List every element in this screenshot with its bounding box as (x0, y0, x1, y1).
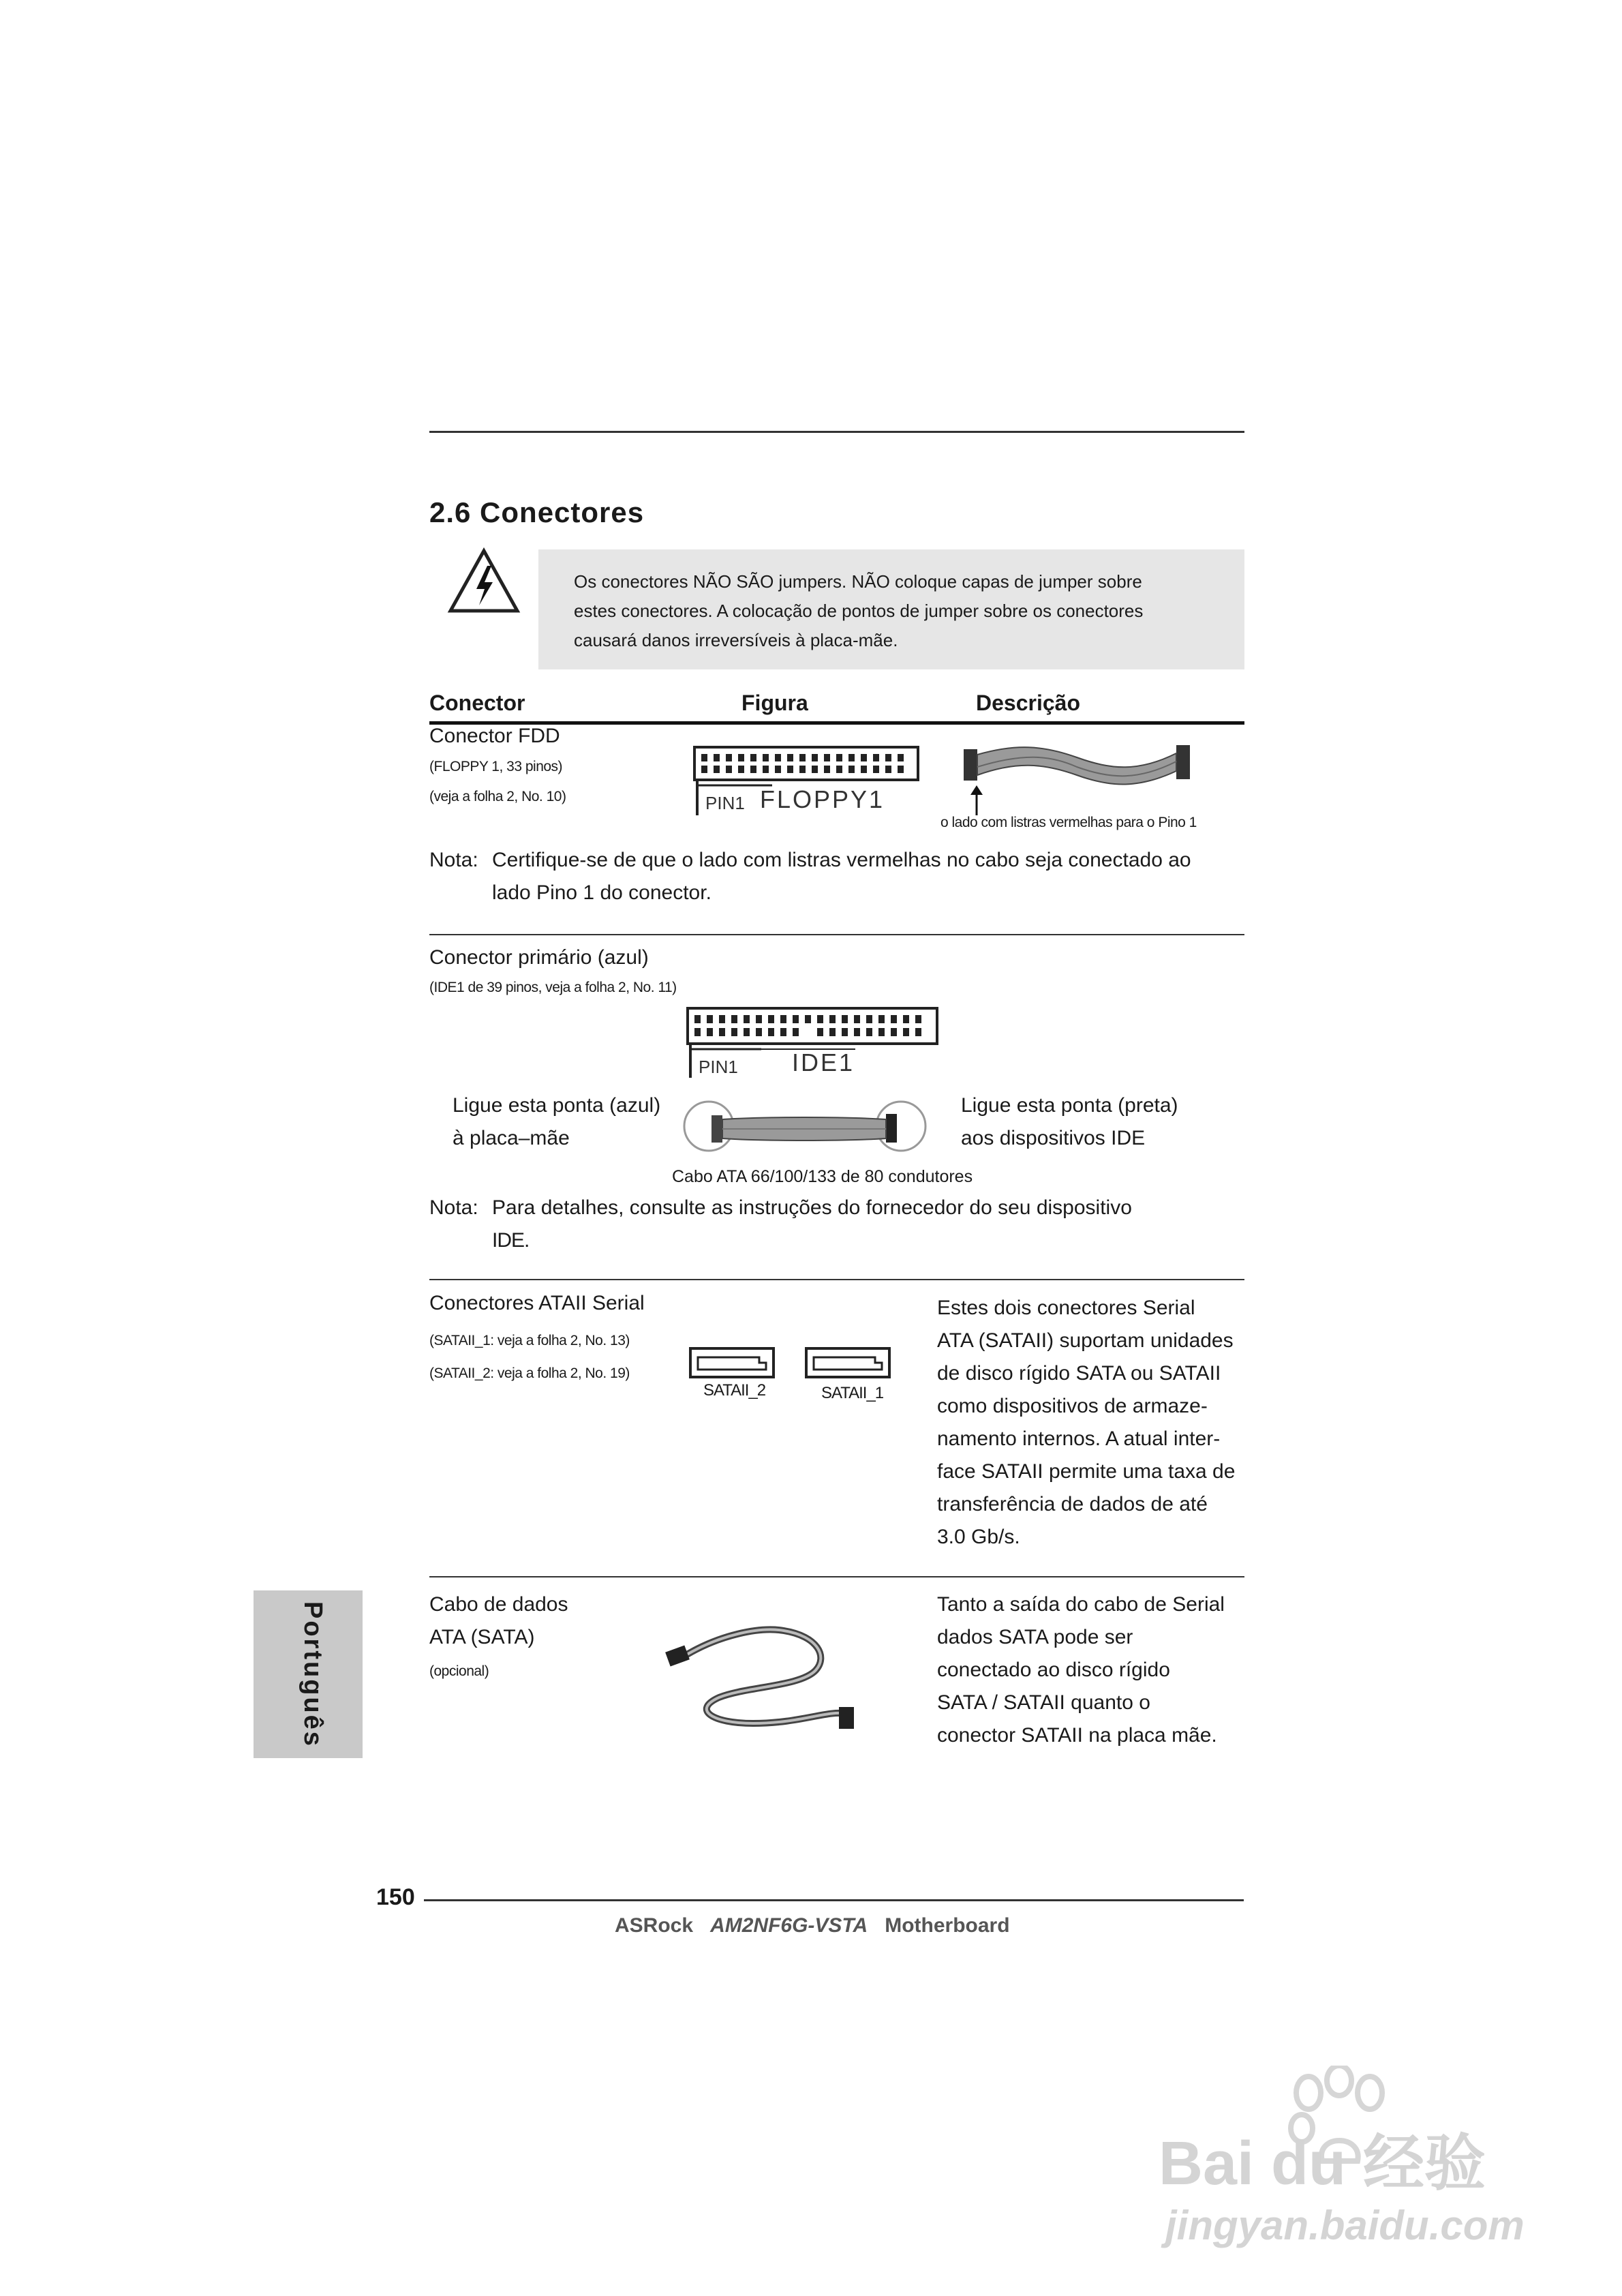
sata-desc-line: transferência de dados de até (937, 1493, 1208, 1515)
cable-desc-line: SATA / SATAII quanto o (937, 1691, 1150, 1714)
ide-note-line2: IDE. (492, 1229, 530, 1252)
warning-box (538, 549, 1244, 669)
footer-brand: ASRock (615, 1914, 694, 1937)
sata-desc-line: Estes dois conectores Serial (937, 1297, 1195, 1319)
cable-desc-line: conector SATAII na placa mãe. (937, 1724, 1217, 1747)
sata-cable-image (664, 1621, 869, 1740)
cable-title-line2: ATA (SATA) (429, 1626, 535, 1648)
footer-suffix: Motherboard (885, 1914, 1010, 1937)
cable-desc-line: dados SATA pode ser (937, 1626, 1133, 1648)
warning-line: estes conectores. A colocação de pontos de jumper sobre os conectores (574, 601, 1144, 621)
ide-title: Conector primário (azul) (429, 946, 649, 969)
sata-sub1: (SATAII_1: veja a folha 2, No. 13) (429, 1333, 630, 1348)
footer-model: AM2NF6G-VSTA (710, 1914, 868, 1937)
ide-cable-image (682, 1099, 927, 1158)
ide-right-line2: aos dispositivos IDE (961, 1127, 1146, 1149)
footer-rule (424, 1899, 1244, 1901)
ide-left-line1: Ligue esta ponta (azul) (453, 1094, 661, 1117)
sata-desc-line: de disco rígido SATA ou SATAII (937, 1362, 1221, 1385)
fdd-note-label: Nota: (429, 849, 478, 871)
warning-line: Os conectores NÃO SÃO jumpers. NÃO coloque capas de jumper sobre (574, 571, 1142, 592)
stripe-caption: o lado com listras vermelhas para o Pino 1 (940, 815, 1197, 830)
sata-desc-line: ATA (SATAII) suportam unidades (937, 1329, 1234, 1352)
sataii-1-connector-icon (804, 1346, 893, 1380)
fdd-sub2: (veja a folha 2, No. 10) (429, 789, 566, 804)
sataii-2-label: SATAII_2 (703, 1381, 766, 1400)
warning-icon (446, 547, 521, 615)
floppy-pin1-label: PIN1 (705, 793, 745, 813)
cable-desc-line: Tanto a saída do cabo de Serial (937, 1593, 1225, 1616)
fdd-sub1: (FLOPPY 1, 33 pinos) (429, 759, 563, 774)
floppy-cable-image (961, 740, 1193, 801)
ide-sub: (IDE1 de 39 pinos, veja a folha 2, No. 11) (429, 980, 677, 995)
sata-title: Conectores ATAII Serial (429, 1292, 645, 1314)
side-language-label: Português (299, 1601, 327, 1748)
cable-sub: (opcional) (429, 1663, 489, 1679)
footer-text (615, 1914, 1010, 1937)
ide-left-line2: à placa–mãe (453, 1127, 570, 1149)
cable-desc-line: conectado ao disco rígido (937, 1659, 1170, 1681)
header-connector: Conector (429, 691, 525, 715)
header-description: Descrição (976, 691, 1080, 715)
ide-note-line1: Para detalhes, consulte as instruções do fornecedor do seu dispositivo (492, 1196, 1132, 1219)
floppy-header-label: FLOPPY1 (760, 785, 885, 813)
fdd-note-line1: Certifique-se de que o lado com listras vermelhas no cabo seja conectado ao (492, 849, 1191, 871)
page-number: 150 (376, 1884, 415, 1910)
warning-line: causará danos irreversíveis à placa-mãe. (574, 630, 898, 650)
cable-description (937, 1588, 1225, 1752)
section-title: 2.6 Conectores (429, 496, 645, 528)
ide-rule (429, 1279, 1244, 1280)
header-figure: Figura (741, 691, 808, 715)
sata-desc-line: namento internos. A atual inter- (937, 1428, 1221, 1450)
pin1-arrow-icon (966, 784, 987, 817)
fdd-title: Conector FDD (429, 725, 560, 747)
sataii-1-label: SATAII_1 (821, 1384, 884, 1402)
ide-cable-caption: Cabo ATA 66/100/133 de 80 condutores (672, 1167, 973, 1186)
sata-desc-line: face SATAII permite uma taxa de (937, 1460, 1236, 1483)
side-language-tab (254, 1590, 363, 1758)
cable-title-line1: Cabo de dados (429, 1593, 568, 1616)
ide-pin1-label: PIN1 (699, 1057, 738, 1077)
sata-desc-line: 3.0 Gb/s. (937, 1526, 1020, 1548)
sata-rule (429, 1576, 1244, 1577)
fdd-note-line2: lado Pino 1 do conector. (492, 881, 711, 904)
sata-desc-line: como dispositivos de armaze- (937, 1395, 1208, 1417)
top-rule (429, 431, 1244, 433)
fdd-rule (429, 934, 1244, 935)
ide-note-label: Nota: (429, 1196, 478, 1219)
ide-header-label: IDE1 (792, 1048, 855, 1076)
sata-description (937, 1292, 1235, 1554)
ide-right-line1: Ligue esta ponta (preta) (961, 1094, 1178, 1117)
sataii-2-connector-icon (688, 1346, 777, 1380)
watermark-brand: Bai du 经验 (1159, 2130, 1486, 2198)
sata-sub2: (SATAII_2: veja a folha 2, No. 19) (429, 1365, 630, 1381)
watermark-url: jingyan.baidu.com (1165, 2203, 1525, 2248)
